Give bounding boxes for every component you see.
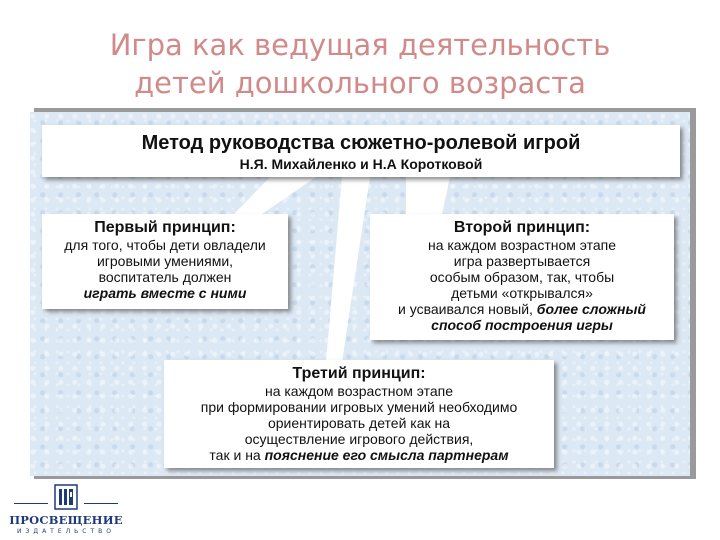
first-principle-line: игровыми умениями, <box>96 253 234 269</box>
third-principle-line: ориентировать детей как на <box>267 415 451 431</box>
third-principle-mixed-line <box>164 447 554 463</box>
slide-title-line-1: Игра как ведущая деятельность <box>109 28 611 62</box>
third-principle-title: Третий принцип: <box>292 365 426 382</box>
first-principle-title: Первый принцип: <box>94 219 236 236</box>
second-principle-line: на каждом возрастном этапе <box>427 237 617 253</box>
second-principle-line: особым образом, так, чтобы <box>429 269 615 285</box>
logo-rule-left <box>14 503 48 504</box>
connector-to-third-principle <box>326 177 370 362</box>
second-principle-mixed-plain: и усваивался новый, <box>398 301 537 317</box>
slide-title-line-2: детей дошкольного возраста <box>134 66 586 100</box>
third-principle-mixed-plain: так и на <box>209 447 265 463</box>
second-principle-mixed-bold: более сложный <box>536 301 646 317</box>
first-principle-box <box>42 214 288 309</box>
method-authors: Н.Я. Михайленко и Н.А Коротковой <box>239 156 483 172</box>
method-title: Метод руководства сюжетно-ролевой игрой <box>141 132 581 154</box>
connector-to-second-principle <box>406 177 450 214</box>
second-principle-line: детьми «открывался» <box>451 285 593 301</box>
publisher-name: ПРОСВЕЩЕНИЕ <box>9 513 123 527</box>
first-principle-line: воспитатель должен <box>98 269 232 285</box>
publisher-emblem-icon <box>54 484 78 510</box>
third-principle-line: осуществление игрового действия, <box>244 431 474 447</box>
first-principle-line: для того, чтобы дети овладели <box>64 237 266 253</box>
method-box <box>42 125 680 177</box>
third-principle-line: на каждом возрастном этапе <box>264 383 454 399</box>
second-principle-emphasis: способ построения игры <box>431 317 613 333</box>
second-principle-mixed-line <box>370 301 674 317</box>
logo-rule-right <box>84 503 118 504</box>
second-principle-title: Второй принцип: <box>453 219 591 236</box>
third-principle-box <box>164 360 554 468</box>
slide-title <box>0 26 720 102</box>
publisher-subtitle: ИЗДАТЕЛЬСТВО <box>17 528 115 535</box>
connector-to-first-principle <box>234 177 316 214</box>
second-principle-box <box>370 214 674 340</box>
third-principle-line: при формировании игровых умений необходимо <box>200 399 518 415</box>
third-principle-mixed-bold: пояснение его смысла партнерам <box>264 447 509 463</box>
publisher-logo <box>6 484 126 538</box>
first-principle-emphasis: играть вместе с ними <box>83 285 247 301</box>
second-principle-line: игра развертывается <box>453 253 591 269</box>
